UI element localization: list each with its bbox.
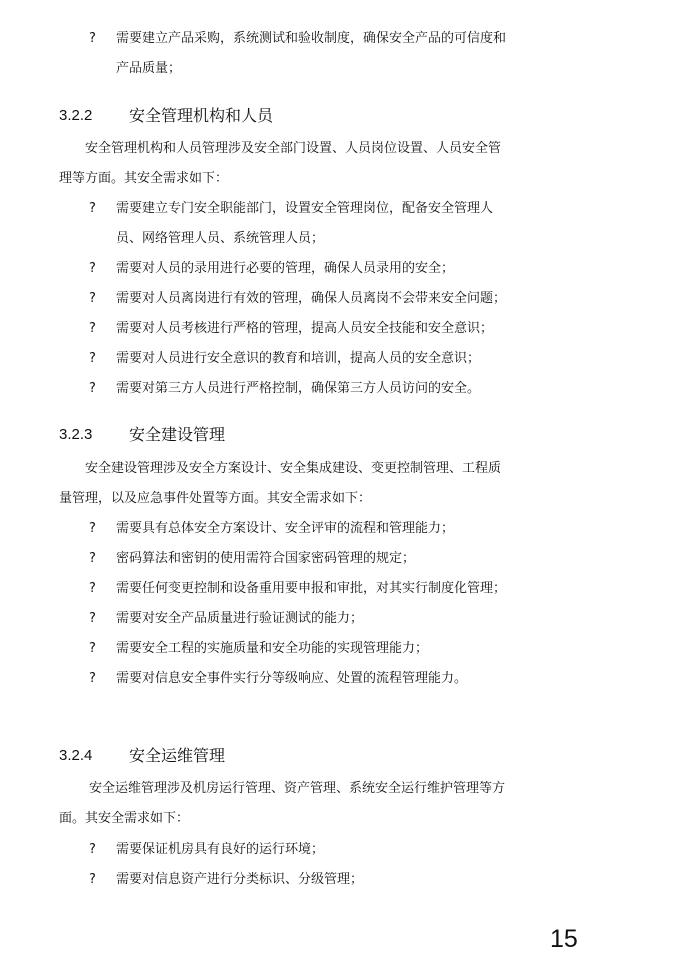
bullet-marker: ?	[89, 551, 96, 566]
paragraph-line: 面。其安全需求如下：	[59, 811, 190, 826]
bullet-marker: ?	[89, 381, 96, 396]
list-item-text: 密码算法和密钥的使用需符合国家密码管理的规定；	[116, 551, 416, 566]
list-item-text: 需要对信息安全事件实行分等级响应、处置的流程管理能力。	[116, 671, 468, 686]
bullet-marker: ?	[89, 321, 96, 336]
section-title: 安全建设管理	[129, 425, 226, 444]
bullet-marker: ?	[89, 641, 96, 656]
list-item-text: 需要任何变更控制和设备重用要申报和审批，对其实行制度化管理；	[116, 581, 507, 596]
bullet-marker: ?	[89, 872, 96, 887]
list-item-text: 需要对人员离岗进行有效的管理，确保人员离岗不会带来安全问题；	[116, 291, 507, 306]
list-item-continuation: 产品质量；	[116, 61, 182, 76]
list-item-text: 需要对人员考核进行严格的管理，提高人员安全技能和安全意识；	[116, 321, 494, 336]
bullet-marker: ?	[89, 201, 96, 216]
section-number: 3.2.3	[59, 426, 93, 443]
paragraph-line: 量管理，以及应急事件处置等方面。其安全需求如下：	[59, 491, 372, 506]
bullet-marker: ?	[89, 31, 96, 46]
section-number: 3.2.2	[59, 107, 93, 124]
list-item-text: 需要对信息资产进行分类标识、分级管理；	[116, 872, 364, 887]
bullet-marker: ?	[89, 581, 96, 596]
list-item-text: 需要安全工程的实施质量和安全功能的实现管理能力；	[116, 641, 429, 656]
list-item-continuation: 员、网络管理人员、系统管理人员；	[116, 231, 325, 246]
bullet-marker: ?	[89, 842, 96, 857]
bullet-marker: ?	[89, 351, 96, 366]
section-title: 安全运维管理	[129, 746, 226, 765]
list-item-text: 需要具有总体安全方案设计、安全评审的流程和管理能力；	[116, 521, 455, 536]
list-item-text: 需要建立产品采购，系统测试和验收制度，确保安全产品的可信度和	[116, 31, 507, 46]
bullet-marker: ?	[89, 611, 96, 626]
list-item-text: 需要对人员进行安全意识的教育和培训，提高人员的安全意识；	[116, 351, 481, 366]
paragraph-line: 安全运维管理涉及机房运行管理、资产管理、系统安全运行维护管理等方	[89, 781, 506, 796]
bullet-marker: ?	[89, 521, 96, 536]
list-item-text: 需要保证机房具有良好的运行环境；	[116, 842, 325, 857]
paragraph-line: 安全管理机构和人员管理涉及安全部门设置、人员岗位设置、人员安全管	[85, 141, 502, 156]
paragraph-line: 安全建设管理涉及安全方案设计、安全集成建设、变更控制管理、工程质	[85, 461, 502, 476]
list-item-text: 需要对人员的录用进行必要的管理，确保人员录用的安全；	[116, 261, 455, 276]
section-title: 安全管理机构和人员	[129, 106, 274, 125]
list-item-text: 需要对第三方人员进行严格控制，确保第三方人员访问的安全。	[116, 381, 481, 396]
section-number: 3.2.4	[59, 747, 93, 764]
page-number: 15	[550, 925, 578, 953]
bullet-marker: ?	[89, 261, 96, 276]
list-item-text: 需要建立专门安全职能部门，设置安全管理岗位，配备安全管理人	[116, 201, 494, 216]
bullet-marker: ?	[89, 671, 96, 686]
paragraph-line: 理等方面。其安全需求如下：	[59, 171, 229, 186]
list-item-text: 需要对安全产品质量进行验证测试的能力；	[116, 611, 364, 626]
bullet-marker: ?	[89, 291, 96, 306]
